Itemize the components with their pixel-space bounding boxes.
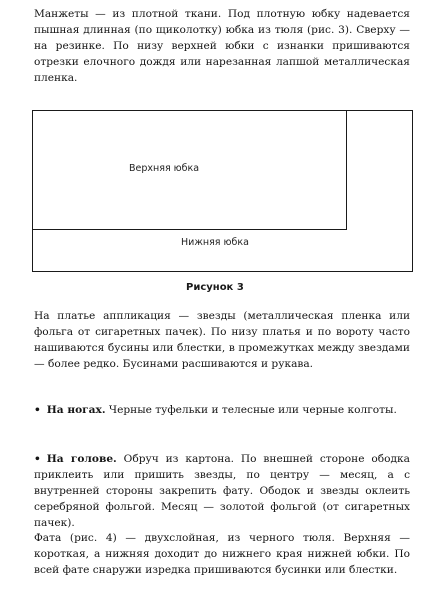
bullet-icon: • — [34, 404, 41, 416]
paragraph-legs-lead: На ногах. — [46, 404, 106, 416]
lower-skirt-label: Нижняя юбка — [181, 237, 249, 248]
upper-skirt-label: Верхняя юбка — [129, 163, 200, 174]
figure-skirt-diagram — [32, 110, 413, 272]
paragraph-legs-text: Черные туфельки и телесные или черные колготы. — [108, 404, 397, 416]
paragraph-applique: На платье аппликация — звезды (металлическая пленка или фольга от сигаретных пачек). По низу платья и по вороту часто нашиваются бусины или блестки, в промежутках между звездами — более редко. Бусинами расшиваются и рукава. — [34, 310, 410, 370]
paragraph-head-text: Обруч из картона. По внешней стороне ободка приклеить или пришить звезды, по центру — месяц, а с внутренней стороны закрепить фату. Ободок и звезды оклеить серебряной фольгой. Месяц — золотой фольгой (от сигаретных пачек). — [34, 453, 410, 529]
paragraph-head — [34, 451, 410, 531]
paragraph-legs — [34, 402, 410, 418]
paragraph-head-lead: На голове. — [46, 453, 117, 465]
bullet-icon: • — [34, 453, 41, 465]
figure-caption: Рисунок 3 — [186, 282, 244, 293]
paragraph-cuffs-skirt: Манжеты — из плотной ткани. Под плотную юбку надевается пышная длинная (по щиколотку) юбка из тюля (рис. 3). Сверху — на резинке. По низу верхней юбки с изнанки пришиваются отрезки елочного дождя или нарезанная лапшой металлическая пленка. — [34, 8, 410, 84]
paragraph-veil: Фата (рис. 4) — двухслойная, из черного тюля. Верхняя — короткая, а нижняя доходит до нижнего края нижней юбки. По всей фате снаружи изредка пришиваются бусинки или блестки. — [34, 532, 410, 576]
